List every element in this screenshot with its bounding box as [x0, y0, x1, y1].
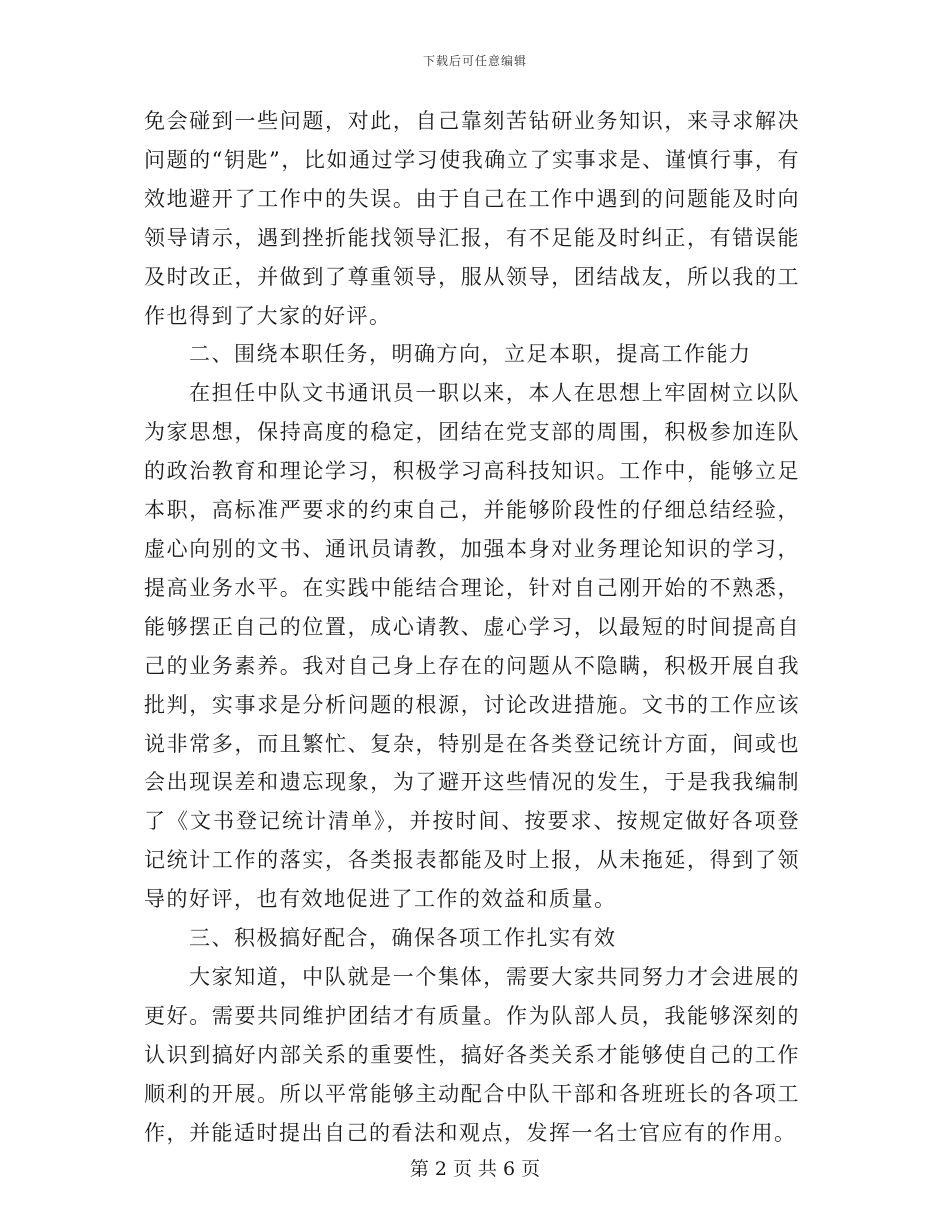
total-pages-number: 6	[503, 1158, 516, 1180]
page-label-total-prefix: 共	[478, 1158, 498, 1180]
current-page-number: 2	[434, 1158, 447, 1180]
paragraph-5: 大家知道，中队就是一个集体，需要大家共同努力才会进展的更好。需要共同维护团结才有质量。作为队部人员，我能够深刻的认识到搞好内部关系的重要性，搞好各类关系才能够使自己的工作顺利的开展。所以平常能够主动配合中队干部和各班班长的各项工作，并能适时提出自己的看法和观点，发挥一名士官应有的作用。	[144, 964, 800, 1145]
header-text: 下载后可任意编辑	[422, 54, 527, 68]
paragraph-3: 在担任中队文书通讯员一职以来，本人在思想上牢固树立以队为家思想，保持高度的稳定，团结在党支部的周围，积极参加连队的政治教育和理论学习，积极学习高科技知识。工作中，能够立足本职，高标准严要求的约束自己，并能够阶段性的仔细总结经验，虚心向别的文书、通讯员请教，加强本身对业务理论知识的学习，提高业务水平。在实践中能结合理论，针对自己刚开始的不熟悉，能够摆正自己的位置，成心请教、虚心学习，以最短的时间提高自己的业务素养。我对自己身上存在的问题从不隐瞒，积极开展自我批判，实事求是分析问题的根源，讨论改进措施。文书的工作应该说非常多，而且繁忙、复杂，特别是在各类登记统计方面，间或也会出现误差和遗忘现象，为了避开这些情况的发生，于是我我编制了《文书登记统计清单》，并按时间、按要求、按规定做好各项登记统计工作的落实，各类报表都能及时上报，从未拖延，得到了领导的好评，也有效地促进了工作的效益和质量。	[144, 381, 800, 912]
document-body	[144, 102, 800, 1152]
section-heading-2: 二、围绕本职任务，明确方向，立足本职，提高工作能力	[189, 342, 752, 367]
paragraph-1: 免会碰到一些问题，对此，自己靠刻苦钻研业务知识，来寻求解决问题的“钥匙”，比如通过学习使我确立了实事求是、谨慎行事，有效地避开了工作中的失误。由于自己在工作中遇到的问题能及时向领导请示，遇到挫折能找领导汇报，有不足能及时纠正，有错误能及时改正，并做到了尊重领导，服从领导，团结战友，所以我的工作也得到了大家的好评。	[144, 109, 800, 328]
page-label-prefix: 第	[409, 1158, 429, 1180]
section-heading-3: 三、积极搞好配合，确保各项工作扎实有效	[189, 926, 617, 951]
page-label-suffix: 页	[521, 1158, 541, 1180]
page-header	[0, 52, 950, 69]
page-label-mid: 页	[452, 1158, 472, 1180]
page-footer	[0, 1154, 950, 1181]
